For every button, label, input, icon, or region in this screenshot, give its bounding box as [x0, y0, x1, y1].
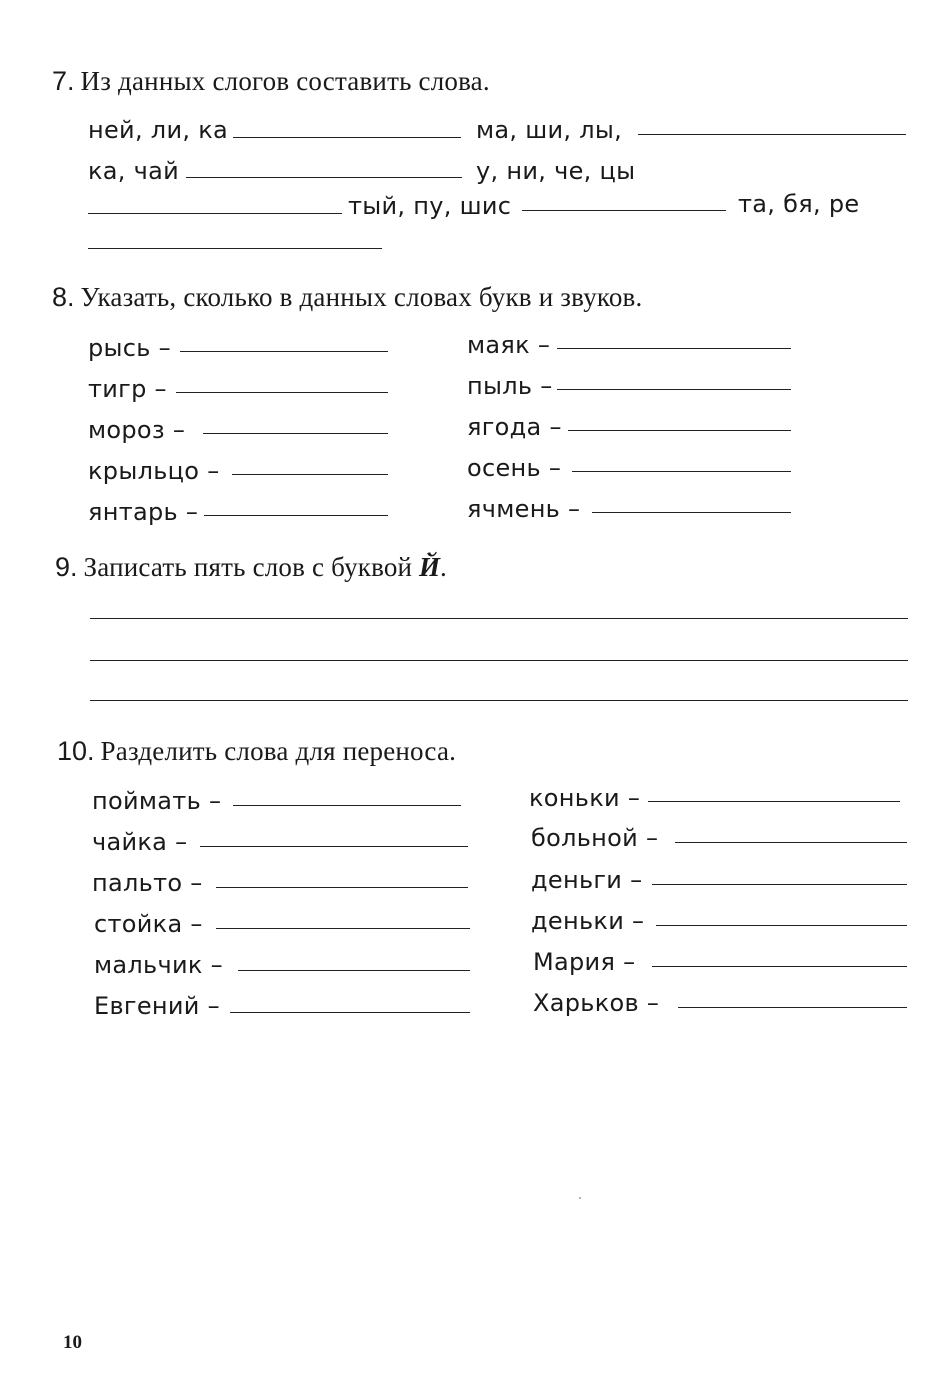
task-9-period: . [439, 552, 447, 582]
word-чайка: чайка – [92, 828, 188, 856]
answer-line-8-l2[interactable] [176, 392, 388, 393]
answer-line-9-1[interactable] [90, 618, 908, 619]
task-8-title-text: Указать, сколько в данных словах букв и звуков. [80, 282, 643, 312]
answer-line-10-r2[interactable] [675, 842, 907, 843]
word-больной: больной – [531, 824, 659, 852]
word-деньки: деньки – [531, 907, 645, 935]
answer-line-10-r4[interactable] [656, 925, 907, 926]
syllables-group-1: ней, ли, ка [88, 116, 229, 144]
word-ячмень: ячмень – [467, 495, 581, 523]
task-10-title [57, 736, 456, 767]
answer-line-8-r3[interactable] [568, 430, 791, 431]
answer-line-7-1[interactable] [233, 137, 461, 138]
answer-line-10-l4[interactable] [216, 928, 470, 929]
answer-line-7-6[interactable] [88, 248, 382, 249]
word-мороз: мороз – [88, 416, 186, 444]
syllables-group-5: тый, пу, шис [348, 192, 512, 220]
answer-line-7-4[interactable] [88, 213, 342, 214]
answer-line-8-r5[interactable] [592, 512, 791, 513]
word-янтарь: янтарь – [88, 498, 199, 526]
answer-line-7-2[interactable] [638, 134, 906, 135]
word-пальто: пальто – [92, 869, 203, 897]
answer-line-9-2[interactable] [90, 660, 908, 661]
answer-line-10-l5[interactable] [238, 970, 470, 971]
syllables-group-6: та, бя, ре [738, 190, 860, 218]
word-поймать: поймать – [92, 787, 222, 815]
task-7-title-text: Из данных слогов составить слова. [80, 66, 490, 96]
task-9-number: 9. [55, 552, 78, 582]
word-осень: осень – [467, 454, 562, 482]
word-ягода: ягода – [467, 413, 562, 441]
word-тигр: тигр – [88, 375, 167, 403]
word-рысь: рысь – [88, 334, 171, 362]
answer-line-10-l3[interactable] [216, 887, 468, 888]
task-10-title-text: Разделить слова для переноса. [100, 736, 457, 766]
word-маяк: маяк – [467, 331, 551, 359]
answer-line-8-l3[interactable] [203, 433, 388, 434]
task-8-title [52, 282, 642, 313]
task-8-number: 8. [52, 282, 75, 312]
answer-line-8-l1[interactable] [180, 351, 388, 352]
syllables-group-2: ма, ши, лы, [476, 116, 623, 144]
word-Мария: Мария – [533, 948, 636, 976]
answer-line-7-5[interactable] [522, 210, 726, 211]
answer-line-8-l5[interactable] [204, 515, 388, 516]
word-коньки: коньки – [529, 784, 641, 812]
answer-line-10-l1[interactable] [233, 805, 461, 806]
answer-line-10-l6[interactable] [230, 1012, 470, 1013]
syllables-group-4: у, ни, че, цы [476, 157, 636, 185]
answer-line-10-r1[interactable] [648, 801, 900, 802]
task-7-number: 7. [52, 66, 75, 96]
task-10-number: 10. [57, 736, 95, 766]
word-Харьков: Харьков – [533, 989, 660, 1017]
word-пыль: пыль – [467, 372, 553, 400]
answer-line-8-l4[interactable] [232, 474, 388, 475]
scan-speck [579, 1197, 581, 1199]
task-7-title [52, 66, 490, 97]
word-стойка: стойка – [94, 910, 203, 938]
answer-line-8-r1[interactable] [557, 348, 791, 349]
word-Евгений: Евгений – [94, 992, 220, 1020]
task-9-title-text: Записать пять слов с буквой [83, 552, 413, 582]
page-number: 10 [63, 1332, 82, 1353]
answer-line-8-r4[interactable] [572, 471, 791, 472]
answer-line-10-r3[interactable] [652, 884, 907, 885]
answer-line-8-r2[interactable] [557, 389, 791, 390]
answer-line-10-r5[interactable] [652, 966, 907, 967]
word-мальчик: мальчик – [94, 951, 223, 979]
word-крыльцо: крыльцо – [88, 457, 220, 485]
answer-line-10-r6[interactable] [678, 1007, 907, 1008]
word-деньги: деньги – [531, 866, 643, 894]
answer-line-9-3[interactable] [90, 700, 908, 701]
answer-line-7-3[interactable] [186, 177, 462, 178]
syllables-group-3: ка, чай [88, 157, 180, 185]
task-9-title [55, 552, 447, 583]
task-9-letter: Й [418, 552, 440, 582]
answer-line-10-l2[interactable] [200, 846, 468, 847]
